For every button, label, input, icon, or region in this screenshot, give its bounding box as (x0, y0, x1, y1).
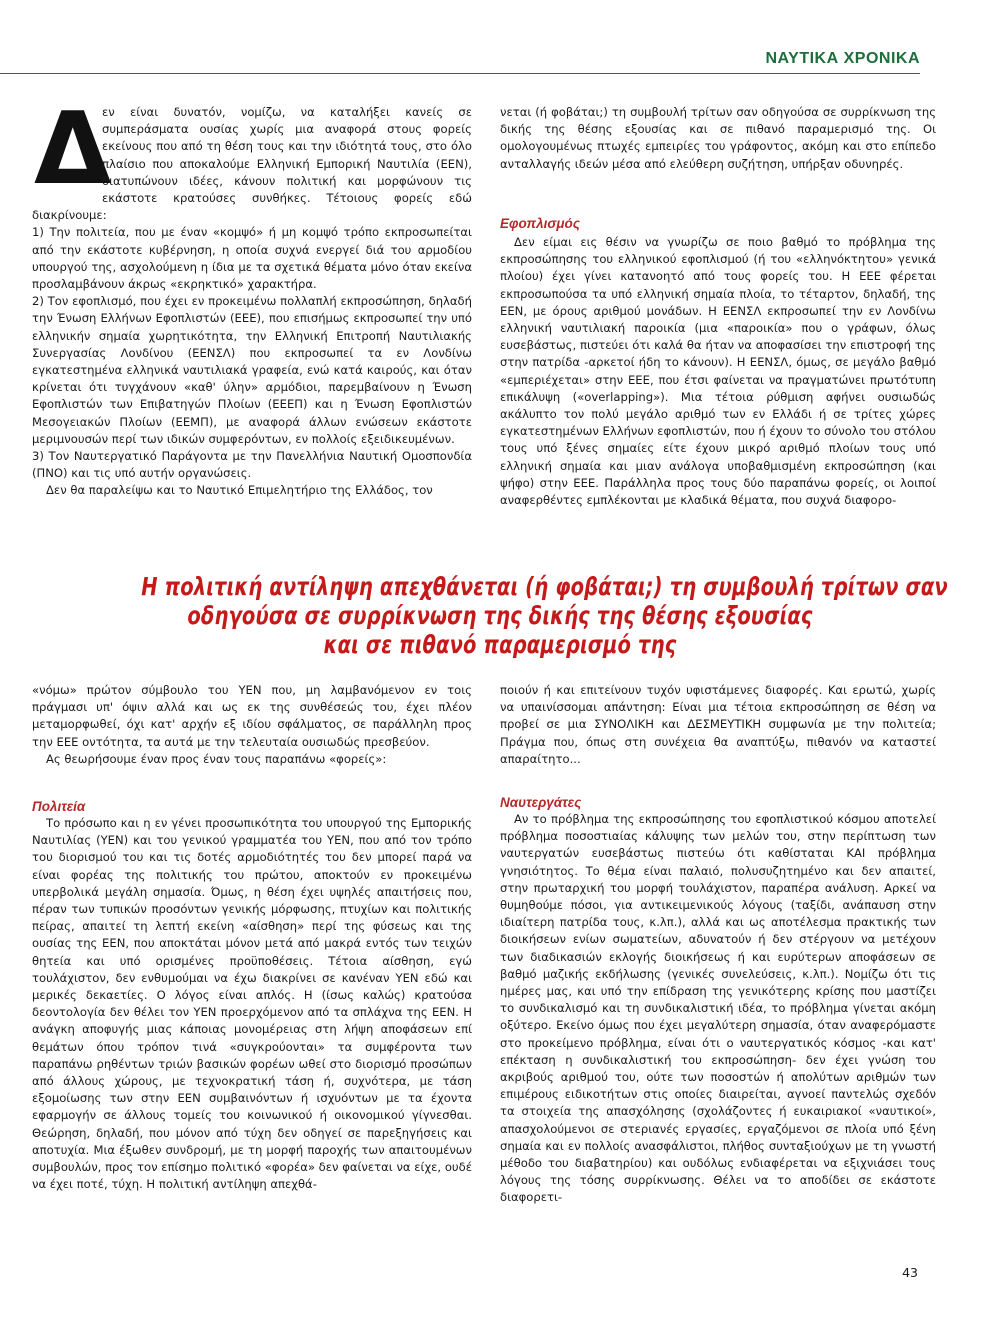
drop-cap: Δ (34, 90, 112, 207)
body-paragraph: Δεν είμαι εις θέσιν να γνωρίζω σε ποιο βαθμό το πρόβλημα της εκπροσώπησης του ελληνικού εφοπλισμού (ή του «ελληνόκτητου» γενικά πλοίου) έχει γίνει κατανοητό από τους φορείς του. Η ΕΕΕ φέρεται εκπροσωπούσα τα υπό ελληνική σημαία πλοία, το τέταρτον, δηλαδή, της ΕΕΝ, με όρους αριθμού μονάδων. Η ΕΕΝΣΛ εκπροσωπεί την εν Λονδίνω ελληνική ναυτιλιακή παροικία (μια «παροικία» που ο γράφων, όλως ευσεβάστως, πιστεύει ότι καλά θα ήταν να αποφασίσει την επιστροφή της στην πατρίδα -αρκετοί ήδη το κάνουν). Η ΕΕΝΣΛ, όμως, σε μεγάλο βαθμό «εμπεριέχεται» στην ΕΕΕ, που έτσι φαίνεται να πραγματώνει πρωτότυπη επικάλυψη («overlapping»). Μια τέτοια ρύθμιση αφήνει ουσιωδώς ακάλυπτο τον πολύ μεγάλο αριθμό των εν Ελλάδι ή σε τρίτες χώρες εγκατεστημένων Ελλήνων εφοπλιστών, που ή έχουν το σύνολο του στόλου τους υπό ξένες σημαίες είτε έχουν μικρό αριθμό πλοίων τους υπό ελληνική σημαία και μιαν ανάλογα υποβαθμισμένη εκπροσώπηση (και ψήφο) στην ΕΕΕ. Παράλληλα προς τους δύο παραπάνω φορείς, οι λοιποί αναφερθέντες εμπλέκονται με κλαδικά θέματα, που συχνά διαφορο- (500, 235, 936, 508)
header-rule (0, 73, 920, 74)
politeia-section (32, 798, 472, 815)
body-paragraph: Το πρόσωπο και η εν γένει προσωπικότητα του υπουργού της Εμπορικής Ναυτιλίας (ΥΕΝ) και του γενικού γραμματέα του ΥΕΝ, που από τον τρόπο του διορισμού του και τις δοτές αρμοδιότητές του δεν μπορεί παρά να είναι φορέας της πολιτικής του πρώτου, αποκτούν εν προκειμένω υπερβολικά μεγάλη σημασία. Όμως, η θέση έχει υψηλές απαιτήσεις που, πέραν των τυπικών προσόντων γενικής μόρφωσης, πτυχίων και πολιτικής πείρας, απαιτεί τη λεπτή εκείνη «αίσθηση» περί της φύσεως και της ουσίας της ΕΕΝ, που αποκτάται μόνον μετά από μακρά εντός των τειχών θητεία και υπό ορισμένες προϋποθέσεις. Τέτοια αίσθηση, εγώ τουλάχιστον, δεν ενθυμούμαι να έχω διακρίνει σε κανέναν ΥΕΝ εδώ και μερικές δεκαετίες. Ο λόγος είναι απλός. Η (ίσως καλώς) κρατούσα δεοντολογία δεν θέλει τον ΥΕΝ προερχόμενον από τα σπλάχνα της ΕΕΝ. Η ανάγκη αποφυγής μιας κάποιας μονομέρειας στη λήψη αποφάσεων επί θεμάτων όπου τρόπον τινά «συγκρούονται» τα συμφέροντα των παραπάνω ρηθέντων τριών βασικών φορέων ωθεί στο διορισμό προσώπων από άλλους χώρους, με τεχνοκρατική τάση ή, συχνότερα, με τάση εξομοίωσης των στην ΕΕΝ συμβαινόντων ή ισχυόντων με τα έχοντα εφαρμογήν σε άλλους τομείς του κοινωνικού ή οικονομικού γίγνεσθαι. Θεώρηση, δηλαδή, που μόνον από τύχη δεν οδηγεί σε παρεξηγήσεις και αποτυχία. Μια έξωθεν συνδρομή, με τη μορφή παροχής των απαιτουμένων συμβουλών, προς τον επίσημο πολιτικό «φορέα» δεν φαίνεται να είχε, ουδέ να έχει ποτέ, τύχη. Η πολιτική αντίληψη απεχθά- (32, 816, 472, 1192)
pull-quote-line: και σε πιθανό παραμερισμό της (323, 630, 677, 659)
section-heading-nautergates: Ναυτεργάτες (500, 795, 582, 810)
lead-paragraph: 2) Τον εφοπλισμό, που έχει εν προκειμένω πολλαπλή εκπροσώπηση, δηλαδή την Ένωση Ελλήνων Εφοπλιστών (ΕΕΕ), που επισήμως εκπροσωπεί την υπό ελληνικήν σημαία χωρητικότητα, την Ελληνική Επιτροπή Ναυτιλιακής Συνεργασίας Λονδίνου (ΕΕΝΣΛ) που εκπροσωπεί τα εν Λονδίνω εγκατεστημένα ελληνικά ναυτιλιακά γραφεία, ενώ κατά καιρούς, και όταν κρίνεται ότι τυγχάνουν «καθ' ύλην» αρμόδιοι, παρεμβαίνουν η Ένωση Εφοπλιστών των Επιβατηγών Πλοίων (ΕΕΕΠ) και η Ένωση Εφοπλιστών Μεσογειακών Πλοίων (ΕΕΜΠ), με αναφορά άλλων ενώσεων εκάστοτε μεριμνουσών περί των ιδικών συμφερόντων, εν πολλοίς εξειδικευμένων. (32, 294, 472, 446)
lower-left-intro (32, 682, 472, 768)
body-paragraph: «νόμω» πρώτον σύμβουλο του ΥΕΝ που, μη λαμβανόμενον εν τοις πράγμασι υπ' όψιν αλλά και ως εκ της συνθέσεώς του, έχει πλέον μεταμορφωθεί, όχι κατ' αρχήν εξ ιδίου σφάλματος, σε παράλληλη προς την ΕΕΕ οντότητα, τα αυτά με την τελευταία ουσιωδώς πρεσβεύον. (32, 683, 472, 749)
body-paragraph: Αν το πρόβλημα της εκπροσώπησης του εφοπλιστικού κόσμου αποτελεί πρόβλημα ποσοστιαίας κάλυψης των μελών του, στην περίπτωση των ναυτεργατών ευσεβάστως πιστεύω ότι καθίσταται ΚΑΙ πρόβλημα γνησιότητος. Το θέμα είναι παλαιό, πολυσυζητημένο και δεν απαιτεί, στην πρωταρχική του μορφή τουλάχιστον, παραπέρα ανάλυση. Αρκεί να θυμηθούμε πόσοι, για αντικειμενικούς λόγους (ταξίδι, ανάπαυση στην ιδιαίτερη πατρίδα τους, κ.λπ.), αλλά και ως αποτέλεσμα πρακτικής των διοικήσεων ενίων σωματείων, αδυνατούν ή δεν στέργουν να μετέχουν των διαδικασιών εκλογής διοικήσεως ή και ευρύτερων αποφάσεων σε βαθμό μαζικής εκδήλωσης (γενικές συνελεύσεις, κ.λπ.). Νομίζω ότι τις ημέρες μας, και υπό την επίδραση της γενικότερης κρίσης που μαστίζει το συνδικαλισμό και τη συνδικαλιστική ιδέα, το πρόβλημα γίνεται ακόμη οξύτερο. Εκείνο όμως που έχει μεγαλύτερη σημασία, όταν αναφερόμαστε στο προκείμενο πρόβλημα, είναι ότι ο ναυτεργατικός κόσμος -και κατ' επέκταση η συνδικαλιστική του εκπροσώπηση- δεν έχει γνώση του ακριβούς αριθμού του, ούτε των ποσοστών ή απολύτων αριθμών των επιμέρους ειδικοτήτων στις οποίες διαιρείται, αγνοεί παντελώς σχεδόν τα στοιχεία της απασχόλησης (σχολάζοντες ή ευκαιριακοί «ναυτικοί», απασχολούμενοι σε στεριανές εργασίες, εργαζόμενοι σε πλοία υπό ξένη σημαία και εν πολλοίς ανασφάλιστοι, πλήθος συνταξιούχων με τη γνωστή μέθοδο του διαβατηρίου) και ουδόλως ενδιαφέρεται να εξιχνιάσει τους λόγους της τόσης συρρίκνωσης. Θέλει να το αποδίδει σε εκάστοτε διαφορετι- (500, 812, 936, 1205)
lead-paragraph: 1) Την πολιτεία, που με έναν «κομψό» ή μη κομψό τρόπο εκπροσωπείται από την εκάστοτε κυβέρνηση, η οποία συχνά ενεργεί διά του αρμοδίου υπουργού της, ασχολούμενη η ίδια με τα σχετικά θέματα μόνο όταν εκείνα προσλαμβάνουν άκρως «εκρηκτικό» χαρακτήρα. (32, 225, 472, 292)
lead-paragraph: 3) Τον Ναυτεργατικό Παράγοντα με την Πανελλήνια Ναυτική Ομοσπονδία (ΠΝΟ) και τις υπό αυτήν οργανώσεις. (32, 449, 472, 481)
ephoplismos-body (500, 234, 936, 509)
lead-column (32, 90, 472, 500)
lower-right-intro (500, 682, 936, 768)
section-heading-ephoplismos: Εφοπλισμός (500, 216, 580, 231)
politeia-body (32, 815, 472, 1193)
nautergates-body (500, 811, 936, 1207)
page-number: 43 (902, 1265, 918, 1280)
body-paragraph: Ας θεωρήσουμε έναν προς έναν τους παραπάνω «φορείς»: (46, 751, 387, 766)
body-paragraph: ποιούν ή και επιτείνουν τυχόν υφιστάμενες διαφορές. Και ερωτώ, χωρίς να υπαινίσσομαι απάντηση: Είναι μια τέτοια εκπροσώπηση σε θέση να προβεί σε μια ΣΥΝΟΛΙΚΗ και ΔΕΣΜΕΥΤΙΚΗ συμφωνία με την πολιτεία; Πράγμα που, όπως στη συνέχεια θα αναπτύξω, πιθανόν να καταστεί απαραίτητο... (500, 683, 936, 766)
section-heading-politeia: Πολιτεία (32, 799, 86, 814)
ephoplismos-section (500, 215, 936, 232)
pull-quote-line: οδηγούσα σε συρρίκνωση της δικής της θέσης εξουσίας (187, 601, 813, 630)
lead-paragraph: Δεν θα παραλείψω και το Ναυτικό Επιμελητήριο της Ελλάδος, τον (46, 483, 433, 498)
column2-top (500, 104, 936, 173)
nautergates-section (500, 794, 936, 811)
pull-quote (40, 572, 960, 659)
pull-quote-line: Η πολιτική αντίληψη απεχθάνεται (ή φοβάται;) τη συμβουλή τρίτων σαν (141, 572, 948, 601)
lead-paragraph: εν είναι δυνατόν, νομίζω, να καταλήξει κανείς σε συμπεράσματα ουσίας χωρίς μια αναφορά στους φορείς εκείνους που από τη θέση τους και την ιδιότητά τους, στο όλο πλαίσιο που αποκαλούμε Ελληνική Εμπορική Ναυτιλία (ΕΕΝ), διατυπώνουν ιδέες, κάνουν πολιτική και μορφώνουν τις εκάστοτε κρατούσες συνθήκες. Τέτοιους φορείς εδώ διακρίνουμε: (32, 105, 472, 223)
section-title: ΝΑΥΤΙΚΑ ΧΡΟΝΙΚΑ (765, 50, 920, 67)
body-paragraph: νεται (ή φοβάται;) τη συμβουλή τρίτων σαν οδηγούσα σε συρρίκνωση της δικής της θέσης εξουσίας και σε πιθανό παραμερισμό της. Οι ομολογουμένως πτωχές εμπειρίες του γράφοντος, ακόμη και στο επίπεδο ανταλλαγής ιδεών μέσα από ελεύθερη συζήτηση, υπήρξαν οδυνηρές. (500, 105, 936, 171)
